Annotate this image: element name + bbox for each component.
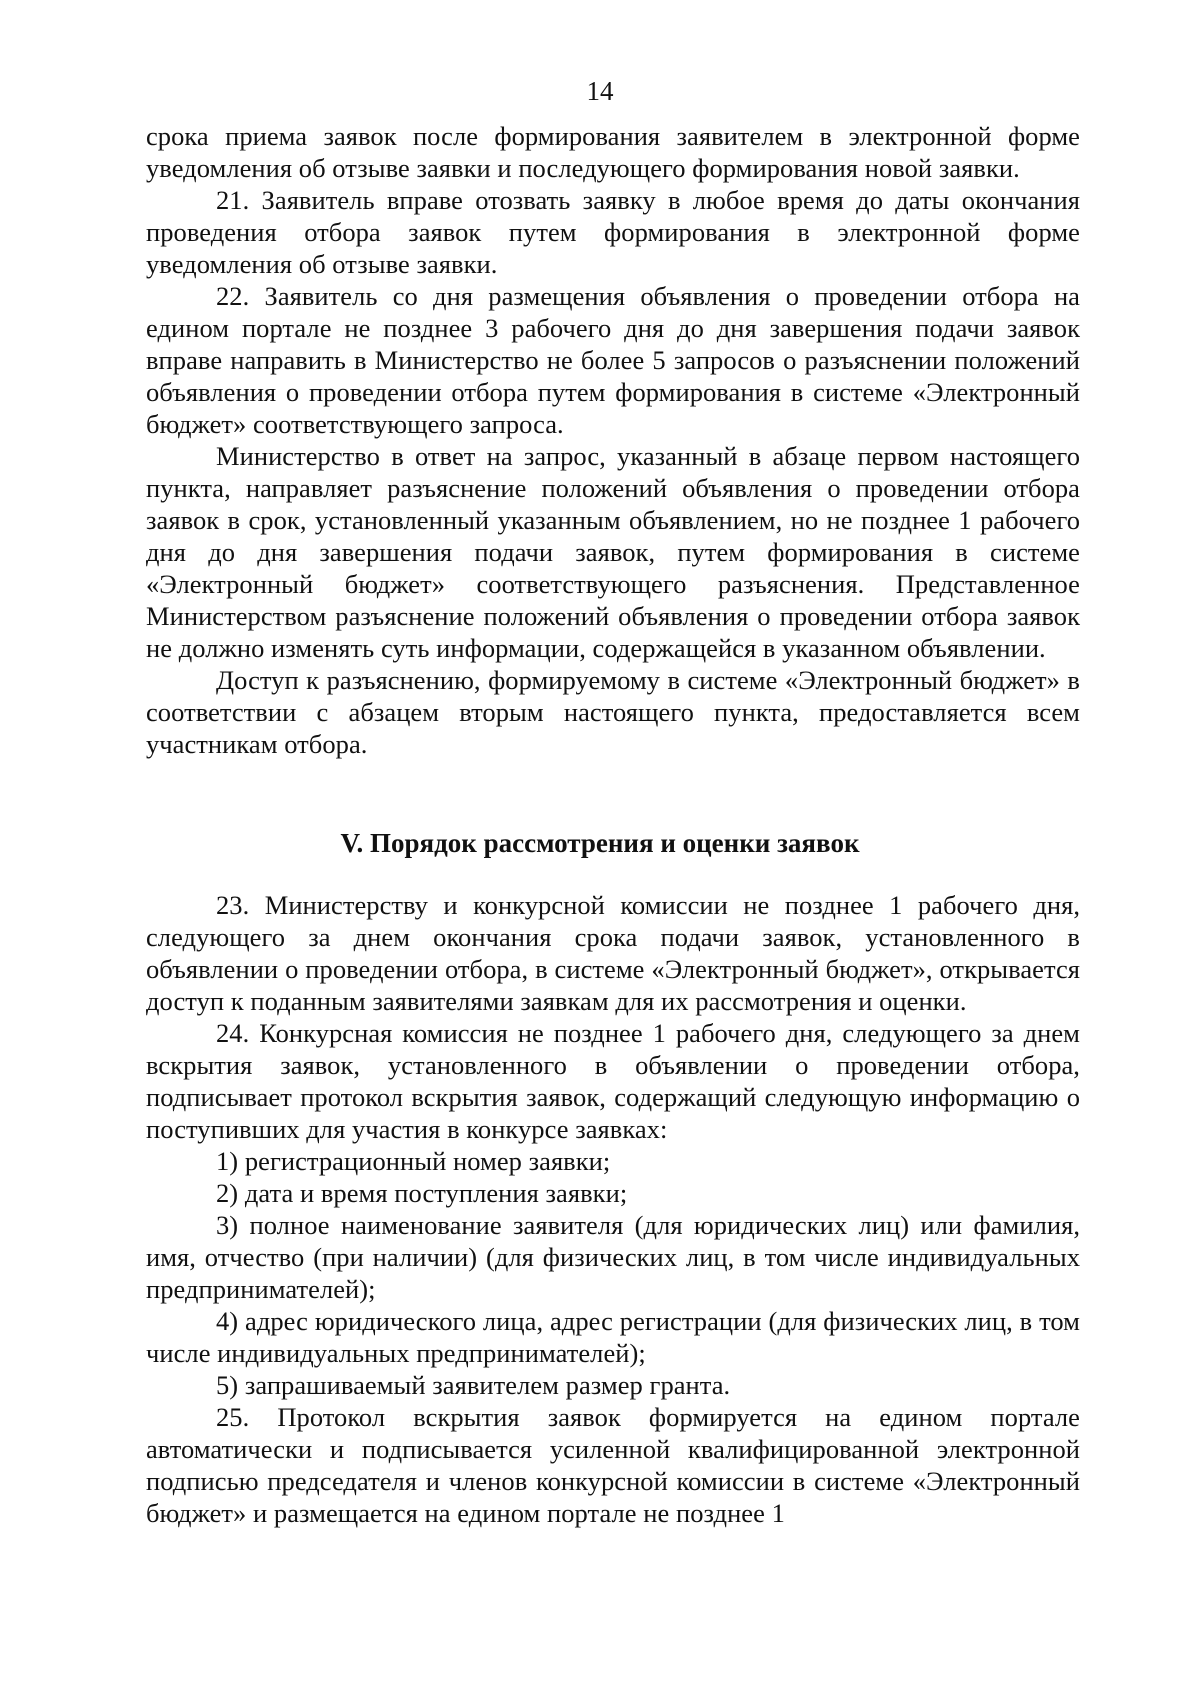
paragraph-25: 25. Протокол вскрытия заявок формируется на едином портале автоматически и подписывается усиленной квалифицированной электронной подписью председателя и членов конкурсной комиссии в системе «Электронный бюджет» и размещается на едином портале не позднее 1 <box>146 1402 1080 1528</box>
list-item-3: 3) полное наименование заявителя (для юридических лиц) или фамилия, имя, отчество (при наличии) (для физических лиц, в том числе индивидуальных предпринимателей); <box>146 1210 1080 1304</box>
body-text-bottom <box>146 889 1080 1529</box>
list-item-1: 1) регистрационный номер заявки; <box>216 1146 611 1176</box>
paragraph-continuation: срока приема заявок после формирования заявителем в электронной форме уведомления об отзыве заявки и последующего формирования новой заявки. <box>146 121 1080 183</box>
list-item-4: 4) адрес юридического лица, адрес регистрации (для физических лиц, в том числе индивидуальных предпринимателей); <box>146 1306 1080 1368</box>
list-item-5: 5) запрашиваемый заявителем размер гранта. <box>216 1370 731 1400</box>
paragraph-22: 22. Заявитель со дня размещения объявления о проведении отбора на едином портале не позднее 3 рабочего дня до дня завершения подачи заявок вправе направить в Министерство не более 5 запросов о разъяснении положений объявления о проведении отбора путем формирования в системе «Электронный бюджет» соответствующего запроса. <box>146 281 1080 439</box>
paragraph-22-response: Министерство в ответ на запрос, указанный в абзаце первом настоящего пункта, направляет разъяснение положений объявления о проведении отбора заявок в срок, установленный указанным объявлением, но не позднее 1 рабочего дня до дня завершения подачи заявок, путем формирования в системе «Электронный бюджет» соответствующего разъяснения. Представленное Министерством разъяснение положений объявления о проведении отбора заявок не должно изменять суть информации, содержащейся в указанном объявлении. <box>146 441 1080 663</box>
list-item-2: 2) дата и время поступления заявки; <box>216 1178 628 1208</box>
paragraph-22-access: Доступ к разъяснению, формируемому в системе «Электронный бюджет» в соответствии с абзацем вторым настоящего пункта, предоставляется всем участникам отбора. <box>146 665 1080 759</box>
paragraph-23: 23. Министерству и конкурсной комиссии не позднее 1 рабочего дня, следующего за днем окончания срока подачи заявок, установленного в объявлении о проведении отбора, в системе «Электронный бюджет», открывается доступ к поданным заявителями заявкам для их рассмотрения и оценки. <box>146 890 1080 1016</box>
body-text-top <box>146 120 1080 760</box>
section-heading: V. Порядок рассмотрения и оценки заявок <box>340 828 860 858</box>
paragraph-21: 21. Заявитель вправе отозвать заявку в любое время до даты окончания проведения отбора заявок путем формирования в электронной форме уведомления об отзыве заявки. <box>146 185 1080 279</box>
paragraph-24: 24. Конкурсная комиссия не позднее 1 рабочего дня, следующего за днем вскрытия заявок, установленного в объявлении о проведении отбора, подписывает протокол вскрытия заявок, содержащий следующую информацию о поступивших для участия в конкурсе заявках: <box>146 1018 1080 1144</box>
page-number: 14 <box>586 76 614 106</box>
